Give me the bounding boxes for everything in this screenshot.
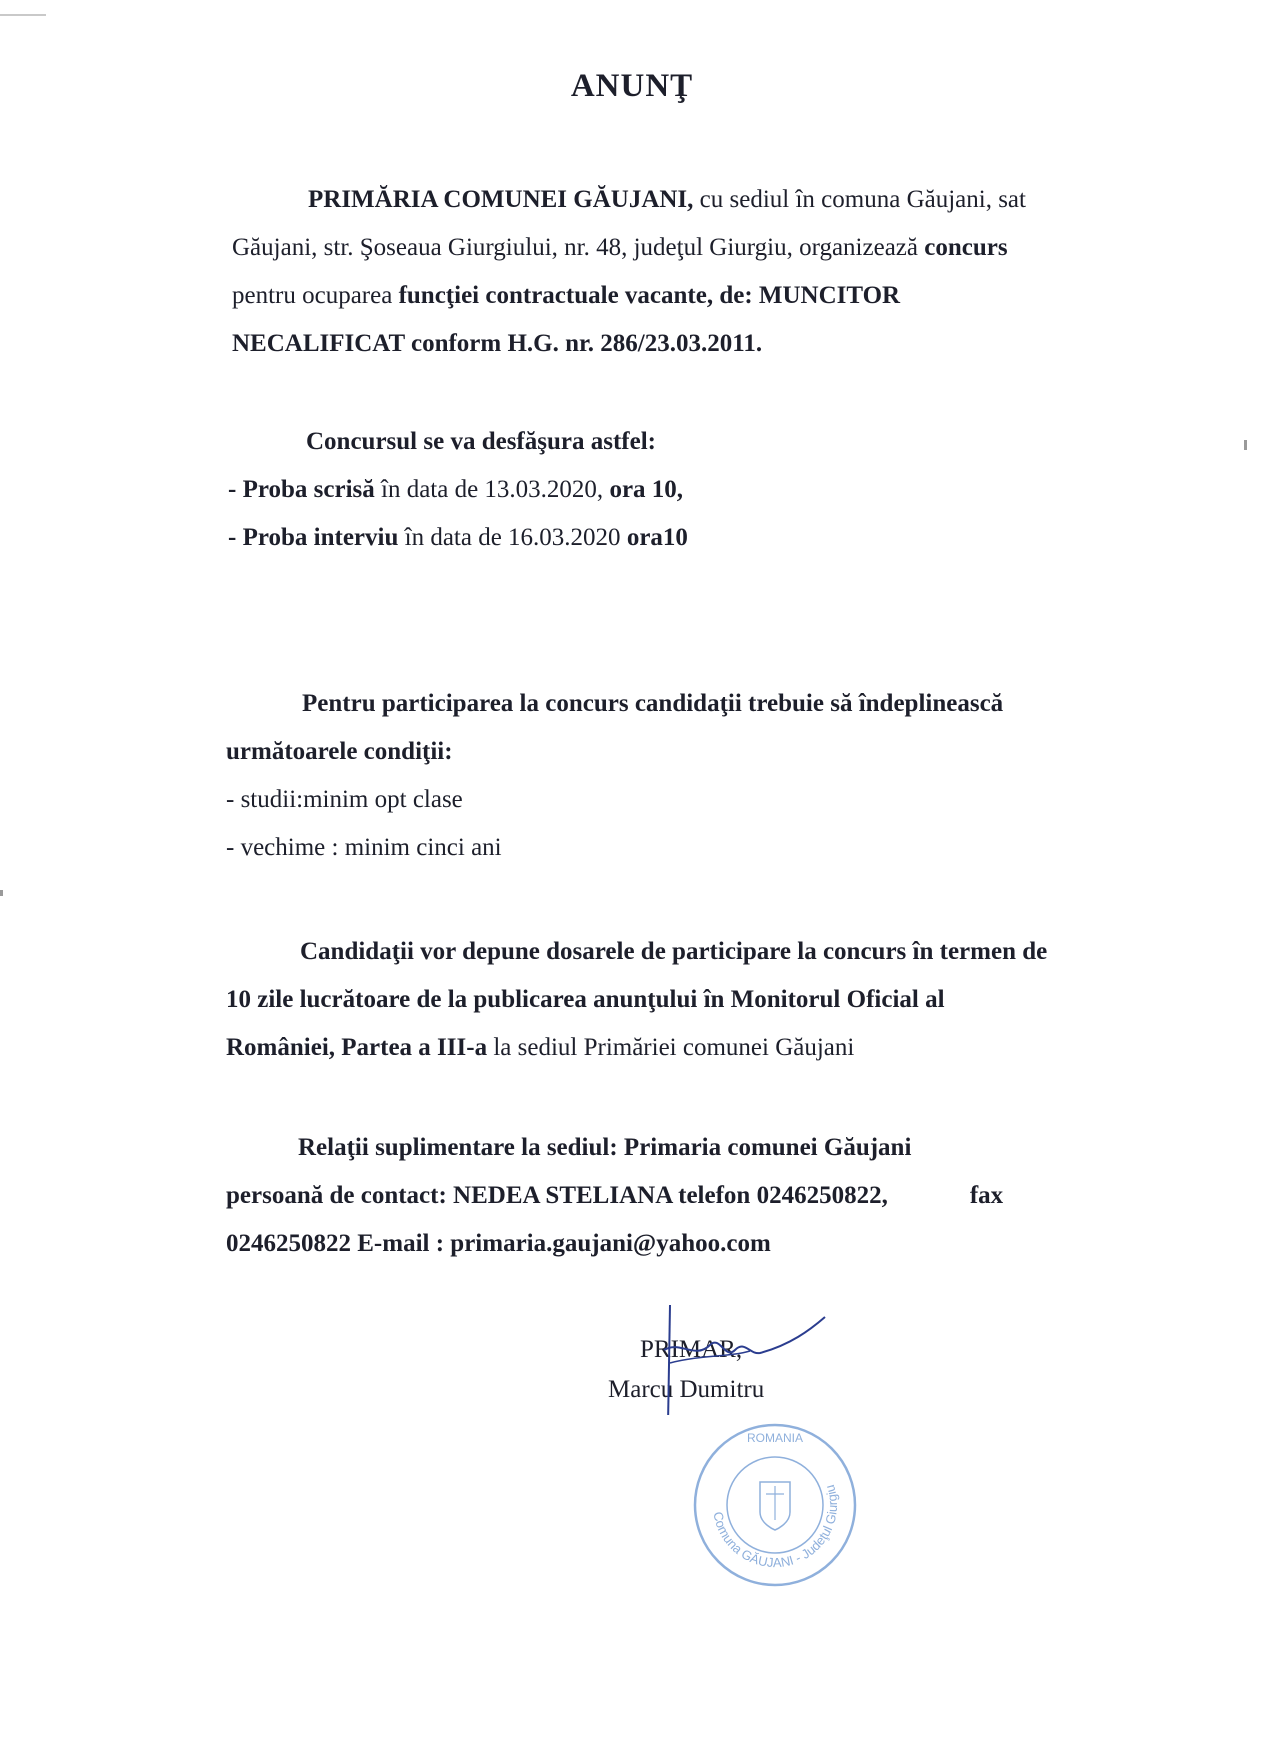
schedule-item-time: ora 10, (609, 476, 684, 503)
schedule-item-interview (228, 514, 688, 562)
document-title: ANUNŢ (570, 68, 694, 104)
schedule-item-label: - Proba scrisă (228, 476, 375, 503)
stamp-ring-text: Comuna GĂUJANI - Judeţul Giurgiu (710, 1483, 841, 1571)
intro-line-2 (232, 224, 1026, 272)
intro-line-1 (232, 176, 1026, 224)
intro-paragraph (232, 176, 1026, 368)
schedule-item-time: ora10 (626, 524, 688, 551)
scan-mark (0, 14, 46, 16)
intro-line-3 (232, 272, 1026, 320)
condition-item-studies: - studii:minim opt clase (226, 786, 463, 813)
contact-person: persoană de contact: NEDEA STELIANA telefon 0246250822, (226, 1182, 888, 1209)
contact-fax-label: fax (969, 1182, 1004, 1209)
official-stamp (690, 1420, 860, 1590)
contact-line-2 (226, 1172, 1003, 1220)
schedule-item-written (228, 466, 688, 514)
intro-line-4: NECALIFICAT conform H.G. nr. 286/23.03.2011. (232, 330, 763, 357)
handwritten-signature (640, 1305, 840, 1415)
submission-bold: României, Partea a III-a (226, 1034, 488, 1061)
signature-stroke (668, 1305, 670, 1415)
schedule-item-label: - Proba interviu (228, 524, 399, 551)
submission-section (226, 928, 1047, 1072)
signature-role: PRIMAR, (640, 1336, 743, 1363)
position-title: funcţiei contractuale vacante, de: MUNCITOR (398, 282, 901, 309)
submission-text: la sediul Primăriei comunei Găujani (487, 1034, 855, 1061)
conditions-section (226, 680, 1003, 872)
conditions-line-1: Pentru participarea la concurs candidaţii trebuie să îndeplinească (302, 690, 1004, 717)
schedule-heading: Concursul se va desfăşura astfel: (306, 428, 656, 455)
intro-text: pentru ocuparea (232, 282, 399, 309)
conditions-line-2: următoarele condiţii: (226, 738, 453, 765)
coat-of-arms-detail (766, 1486, 784, 1520)
signature-stroke (670, 1351, 750, 1363)
intro-bold: concurs (924, 234, 1008, 261)
stamp-top-text: ROMANIA (746, 1431, 804, 1445)
scan-mark (1244, 440, 1247, 450)
signature-stroke (664, 1317, 825, 1353)
intro-text: Găujani, str. Şoseaua Giurgiului, nr. 48, judeţul Giurgiu, organizează (232, 234, 925, 261)
contact-line-1: Relaţii suplimentare la sediul: Primaria comunei Găujani (298, 1134, 912, 1161)
contact-line-3: 0246250822 E-mail : primaria.gaujani@yahoo.com (226, 1230, 771, 1257)
submission-line-1: Candidaţii vor depune dosarele de participare la concurs în termen de (300, 938, 1048, 965)
contact-section (226, 1124, 1003, 1268)
schedule-item-date: în data de 16.03.2020 (398, 524, 627, 551)
signature-name: Marcu Dumitru (608, 1376, 765, 1403)
scan-mark (0, 890, 3, 896)
condition-item-seniority: - vechime : minim cinci ani (226, 834, 502, 861)
submission-line-3 (226, 1024, 1047, 1072)
schedule-section (228, 418, 688, 562)
schedule-item-date: în data de 13.03.2020, (374, 476, 610, 503)
institution-name: PRIMĂRIA COMUNEI GĂUJANI, (308, 186, 694, 213)
intro-text: cu sediul în comuna Găujani, sat (693, 186, 1026, 213)
submission-line-2: 10 zile lucrătoare de la publicarea anunţului în Monitorul Oficial al (226, 986, 945, 1013)
